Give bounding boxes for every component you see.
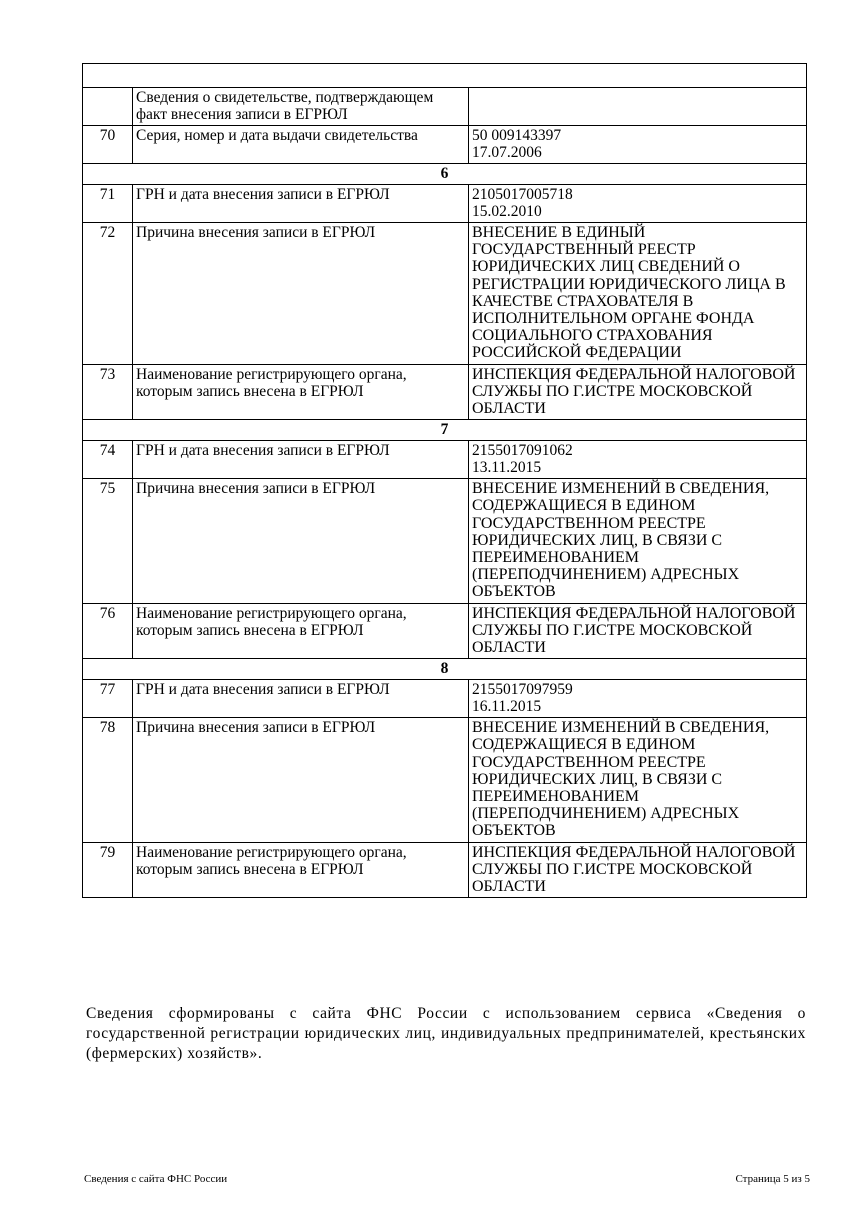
- row-number: 71: [83, 185, 133, 223]
- row-number: 72: [83, 223, 133, 365]
- table-row: [83, 479, 807, 603]
- row-number: 75: [83, 479, 133, 603]
- table-row-blank: [83, 64, 807, 88]
- section-header-row: [83, 420, 807, 441]
- field-value: ИНСПЕКЦИЯ ФЕДЕРАЛЬНОЙ НАЛОГОВОЙ СЛУЖБЫ ПО Г.ИСТРЕ МОСКОВСКОЙ ОБЛАСТИ: [469, 603, 807, 659]
- field-value: [469, 88, 807, 126]
- field-label: ГРН и дата внесения записи в ЕГРЮЛ: [133, 680, 469, 718]
- section-number: 7: [83, 420, 807, 441]
- section-number: 8: [83, 659, 807, 680]
- source-footnote: Сведения сформированы с сайта ФНС России с использованием сервиса «Сведения о государственной регистрации юридических лиц, индивидуальных предпринимателей, крестьянских (фермерских) хозяйств».: [86, 1005, 806, 1062]
- field-value: ВНЕСЕНИЕ В ЕДИНЫЙ ГОСУДАРСТВЕННЫЙ РЕЕСТР ЮРИДИЧЕСКИХ ЛИЦ СВЕДЕНИЙ О РЕГИСТРАЦИИ ЮРИДИЧЕСКОГО ЛИЦА В КАЧЕСТВЕ СТРАХОВАТЕЛЯ В ИСПОЛНИТЕЛЬНОМ ОРГАНЕ ФОНДА СОЦИАЛЬНОГО СТРАХОВАНИЯ РОССИЙСКОЙ ФЕДЕРАЦИИ: [469, 223, 807, 365]
- table-body: [83, 64, 807, 898]
- field-label: Сведения о свидетельстве, подтверждающем факт внесения записи в ЕГРЮЛ: [133, 88, 469, 126]
- table-row: [83, 603, 807, 659]
- row-number: 73: [83, 364, 133, 420]
- table-row: [83, 185, 807, 223]
- field-value: ВНЕСЕНИЕ ИЗМЕНЕНИЙ В СВЕДЕНИЯ, СОДЕРЖАЩИЕСЯ В ЕДИНОМ ГОСУДАРСТВЕННОМ РЕЕСТРЕ ЮРИДИЧЕСКИХ ЛИЦ, В СВЯЗИ С ПЕРЕИМЕНОВАНИЕМ (ПЕРЕПОДЧИНЕНИЕМ) АДРЕСНЫХ ОБЪЕКТОВ: [469, 479, 807, 603]
- row-number: 74: [83, 441, 133, 479]
- section-number: 6: [83, 164, 807, 185]
- field-label: Причина внесения записи в ЕГРЮЛ: [133, 718, 469, 842]
- field-value: 2155017097959 16.11.2015: [469, 680, 807, 718]
- field-value: ИНСПЕКЦИЯ ФЕДЕРАЛЬНОЙ НАЛОГОВОЙ СЛУЖБЫ ПО Г.ИСТРЕ МОСКОВСКОЙ ОБЛАСТИ: [469, 842, 807, 898]
- table-row: [83, 680, 807, 718]
- row-number: 77: [83, 680, 133, 718]
- field-label: ГРН и дата внесения записи в ЕГРЮЛ: [133, 441, 469, 479]
- section-header-row: [83, 164, 807, 185]
- row-number: [83, 88, 133, 126]
- field-label: Наименование регистрирующего органа, которым запись внесена в ЕГРЮЛ: [133, 364, 469, 420]
- table-row: [83, 223, 807, 365]
- field-label: Причина внесения записи в ЕГРЮЛ: [133, 223, 469, 365]
- page-footer-source: Сведения с сайта ФНС России: [84, 1173, 228, 1185]
- blank-cell: [83, 64, 807, 88]
- row-number: 78: [83, 718, 133, 842]
- field-value: 50 009143397 17.07.2006: [469, 126, 807, 164]
- table-row: [83, 88, 807, 126]
- field-label: ГРН и дата внесения записи в ЕГРЮЛ: [133, 185, 469, 223]
- table-row: [83, 441, 807, 479]
- row-number: 79: [83, 842, 133, 898]
- table-row: [83, 718, 807, 842]
- table-row: [83, 364, 807, 420]
- field-value: 2105017005718 15.02.2010: [469, 185, 807, 223]
- field-value: ИНСПЕКЦИЯ ФЕДЕРАЛЬНОЙ НАЛОГОВОЙ СЛУЖБЫ ПО Г.ИСТРЕ МОСКОВСКОЙ ОБЛАСТИ: [469, 364, 807, 420]
- row-number: 76: [83, 603, 133, 659]
- field-value: ВНЕСЕНИЕ ИЗМЕНЕНИЙ В СВЕДЕНИЯ, СОДЕРЖАЩИЕСЯ В ЕДИНОМ ГОСУДАРСТВЕННОМ РЕЕСТРЕ ЮРИДИЧЕСКИХ ЛИЦ, В СВЯЗИ С ПЕРЕИМЕНОВАНИЕМ (ПЕРЕПОДЧИНЕНИЕМ) АДРЕСНЫХ ОБЪЕКТОВ: [469, 718, 807, 842]
- field-label: Причина внесения записи в ЕГРЮЛ: [133, 479, 469, 603]
- section-header-row: [83, 659, 807, 680]
- field-label: Наименование регистрирующего органа, которым запись внесена в ЕГРЮЛ: [133, 842, 469, 898]
- table-row: [83, 126, 807, 164]
- egrul-records-table: [82, 63, 807, 898]
- field-label: Серия, номер и дата выдачи свидетельства: [133, 126, 469, 164]
- field-label: Наименование регистрирующего органа, которым запись внесена в ЕГРЮЛ: [133, 603, 469, 659]
- field-value: 2155017091062 13.11.2015: [469, 441, 807, 479]
- table-row: [83, 842, 807, 898]
- row-number: 70: [83, 126, 133, 164]
- page-footer-page-number: Страница 5 из 5: [735, 1173, 810, 1185]
